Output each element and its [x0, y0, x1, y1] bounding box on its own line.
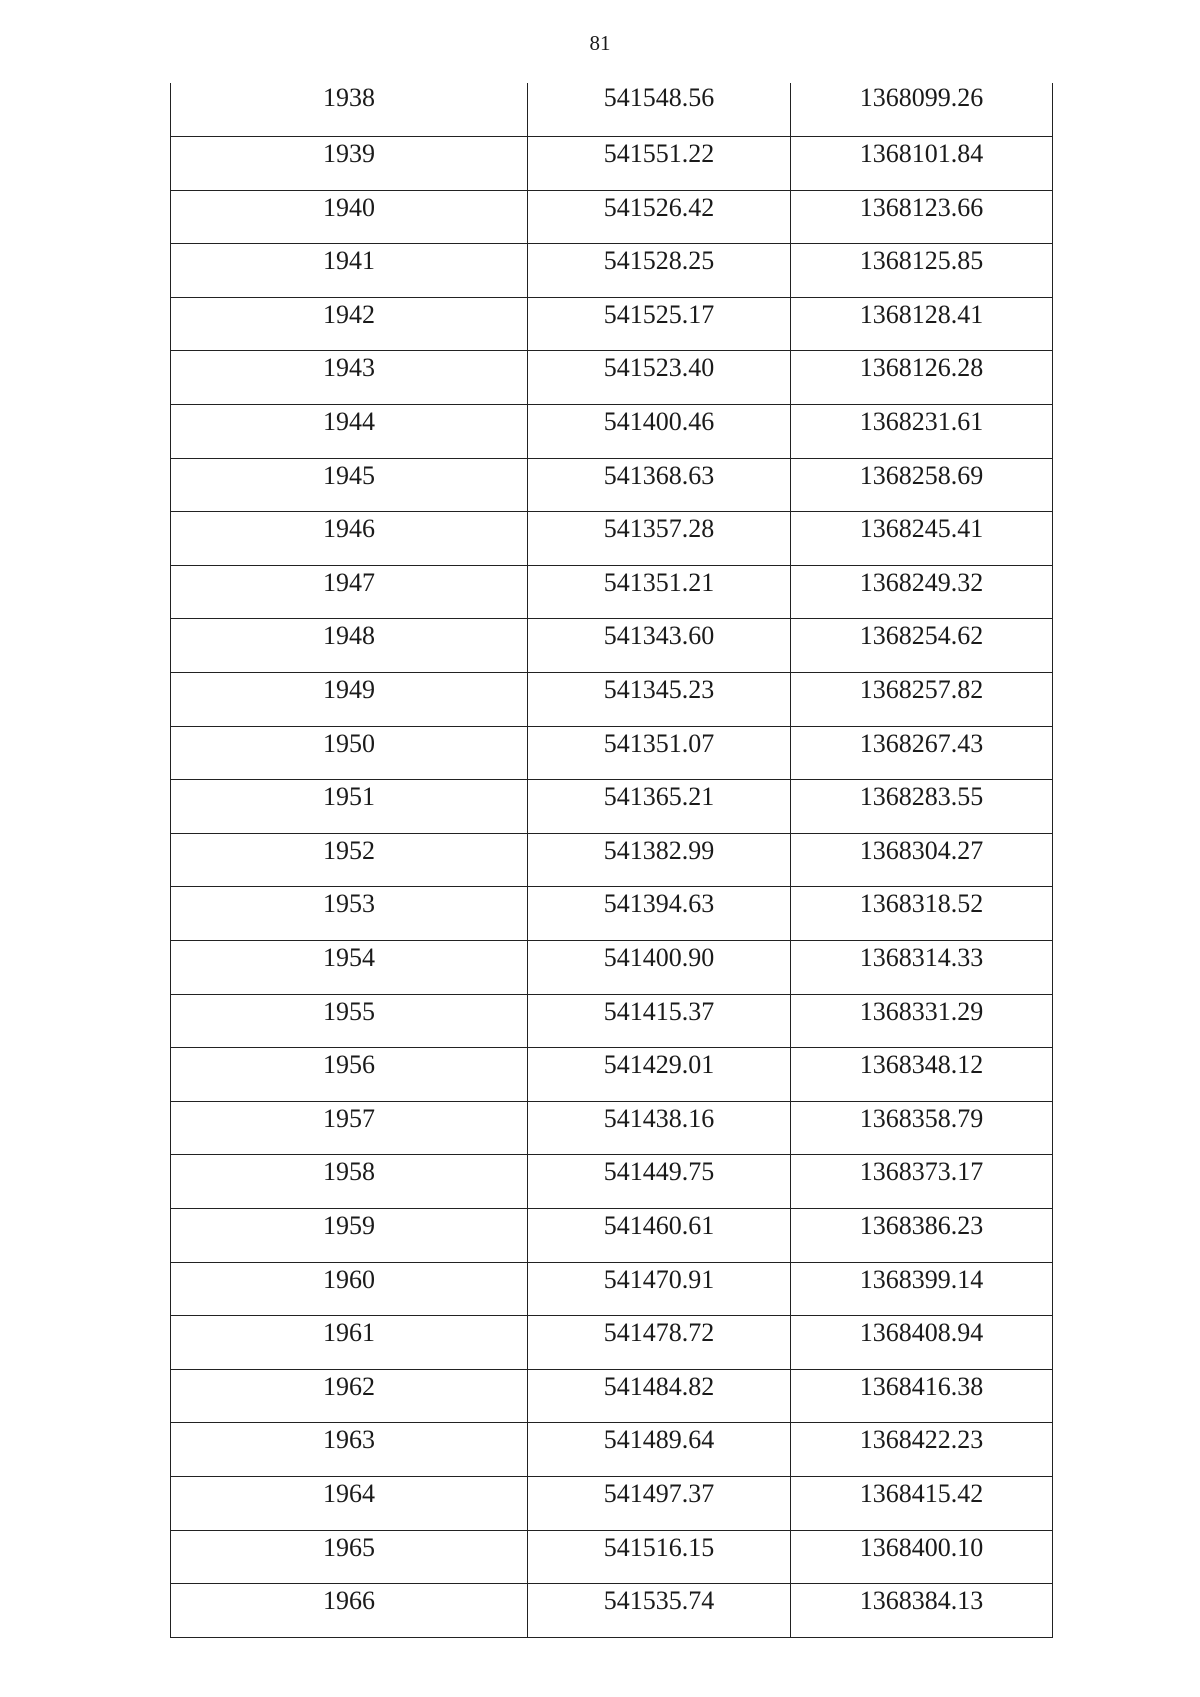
table-row — [171, 833, 1053, 887]
y-coordinate-cell: 1368318.52 — [791, 887, 1053, 941]
y-coordinate-cell: 1368258.69 — [791, 458, 1053, 512]
y-coordinate-cell: 1368314.33 — [791, 941, 1053, 995]
x-coordinate-cell: 541516.15 — [528, 1530, 791, 1584]
y-coordinate-cell: 1368245.41 — [791, 512, 1053, 566]
table-row — [171, 1101, 1053, 1155]
point-number-cell: 1966 — [171, 1584, 528, 1638]
x-coordinate-cell: 541351.21 — [528, 565, 791, 619]
table-row — [171, 619, 1053, 673]
table-row — [171, 1262, 1053, 1316]
y-coordinate-cell: 1368373.17 — [791, 1155, 1053, 1209]
x-coordinate-cell: 541449.75 — [528, 1155, 791, 1209]
point-number-cell: 1962 — [171, 1369, 528, 1423]
point-number-cell: 1950 — [171, 726, 528, 780]
table-row — [171, 244, 1053, 298]
point-number-cell: 1949 — [171, 673, 528, 727]
point-number-cell: 1963 — [171, 1423, 528, 1477]
table-row — [171, 297, 1053, 351]
x-coordinate-cell: 541497.37 — [528, 1476, 791, 1530]
table-row — [171, 941, 1053, 995]
point-number-cell: 1943 — [171, 351, 528, 405]
x-coordinate-cell: 541394.63 — [528, 887, 791, 941]
table-row — [171, 1530, 1053, 1584]
x-coordinate-cell: 541478.72 — [528, 1316, 791, 1370]
point-number-cell: 1946 — [171, 512, 528, 566]
y-coordinate-cell: 1368416.38 — [791, 1369, 1053, 1423]
point-number-cell: 1948 — [171, 619, 528, 673]
point-number-cell: 1941 — [171, 244, 528, 298]
table-row — [171, 1155, 1053, 1209]
point-number-cell: 1958 — [171, 1155, 528, 1209]
y-coordinate-cell: 1368358.79 — [791, 1101, 1053, 1155]
x-coordinate-cell: 541528.25 — [528, 244, 791, 298]
x-coordinate-cell: 541400.46 — [528, 405, 791, 459]
y-coordinate-cell: 1368283.55 — [791, 780, 1053, 834]
point-number-cell: 1952 — [171, 833, 528, 887]
y-coordinate-cell: 1368267.43 — [791, 726, 1053, 780]
x-coordinate-cell: 541365.21 — [528, 780, 791, 834]
coordinates-table — [170, 83, 1053, 1638]
y-coordinate-cell: 1368257.82 — [791, 673, 1053, 727]
table-row — [171, 780, 1053, 834]
x-coordinate-cell: 541415.37 — [528, 994, 791, 1048]
point-number-cell: 1940 — [171, 190, 528, 244]
y-coordinate-cell: 1368254.62 — [791, 619, 1053, 673]
point-number-cell: 1960 — [171, 1262, 528, 1316]
table-row — [171, 83, 1053, 137]
point-number-cell: 1939 — [171, 137, 528, 191]
table-row — [171, 137, 1053, 191]
point-number-cell: 1956 — [171, 1048, 528, 1102]
point-number-cell: 1947 — [171, 565, 528, 619]
table-row — [171, 405, 1053, 459]
x-coordinate-cell: 541400.90 — [528, 941, 791, 995]
table-row — [171, 1316, 1053, 1370]
x-coordinate-cell: 541343.60 — [528, 619, 791, 673]
table-row — [171, 1584, 1053, 1638]
point-number-cell: 1965 — [171, 1530, 528, 1584]
y-coordinate-cell: 1368384.13 — [791, 1584, 1053, 1638]
x-coordinate-cell: 541382.99 — [528, 833, 791, 887]
point-number-cell: 1964 — [171, 1476, 528, 1530]
y-coordinate-cell: 1368249.32 — [791, 565, 1053, 619]
point-number-cell: 1961 — [171, 1316, 528, 1370]
x-coordinate-cell: 541526.42 — [528, 190, 791, 244]
y-coordinate-cell: 1368386.23 — [791, 1208, 1053, 1262]
x-coordinate-cell: 541345.23 — [528, 673, 791, 727]
y-coordinate-cell: 1368408.94 — [791, 1316, 1053, 1370]
table-row — [171, 190, 1053, 244]
x-coordinate-cell: 541438.16 — [528, 1101, 791, 1155]
x-coordinate-cell: 541489.64 — [528, 1423, 791, 1477]
x-coordinate-cell: 541523.40 — [528, 351, 791, 405]
table-row — [171, 1476, 1053, 1530]
x-coordinate-cell: 541525.17 — [528, 297, 791, 351]
x-coordinate-cell: 541351.07 — [528, 726, 791, 780]
y-coordinate-cell: 1368348.12 — [791, 1048, 1053, 1102]
point-number-cell: 1957 — [171, 1101, 528, 1155]
table-row — [171, 1423, 1053, 1477]
x-coordinate-cell: 541470.91 — [528, 1262, 791, 1316]
table-row — [171, 458, 1053, 512]
table-row — [171, 565, 1053, 619]
table-row — [171, 351, 1053, 405]
point-number-cell: 1959 — [171, 1208, 528, 1262]
x-coordinate-cell: 541551.22 — [528, 137, 791, 191]
table-row — [171, 994, 1053, 1048]
y-coordinate-cell: 1368099.26 — [791, 83, 1053, 137]
x-coordinate-cell: 541535.74 — [528, 1584, 791, 1638]
point-number-cell: 1955 — [171, 994, 528, 1048]
point-number-cell: 1954 — [171, 941, 528, 995]
x-coordinate-cell: 541368.63 — [528, 458, 791, 512]
table-row — [171, 887, 1053, 941]
y-coordinate-cell: 1368101.84 — [791, 137, 1053, 191]
point-number-cell: 1944 — [171, 405, 528, 459]
point-number-cell: 1945 — [171, 458, 528, 512]
table-row — [171, 1208, 1053, 1262]
y-coordinate-cell: 1368128.41 — [791, 297, 1053, 351]
table-row — [171, 673, 1053, 727]
x-coordinate-cell: 541357.28 — [528, 512, 791, 566]
x-coordinate-cell: 541460.61 — [528, 1208, 791, 1262]
point-number-cell: 1938 — [171, 83, 528, 137]
table-row — [171, 512, 1053, 566]
table-body — [171, 83, 1053, 1637]
x-coordinate-cell: 541429.01 — [528, 1048, 791, 1102]
y-coordinate-cell: 1368399.14 — [791, 1262, 1053, 1316]
y-coordinate-cell: 1368126.28 — [791, 351, 1053, 405]
x-coordinate-cell: 541484.82 — [528, 1369, 791, 1423]
page-number: 81 — [589, 31, 611, 55]
point-number-cell: 1951 — [171, 780, 528, 834]
y-coordinate-cell: 1368400.10 — [791, 1530, 1053, 1584]
y-coordinate-cell: 1368231.61 — [791, 405, 1053, 459]
x-coordinate-cell: 541548.56 — [528, 83, 791, 137]
table-row — [171, 726, 1053, 780]
table-row — [171, 1048, 1053, 1102]
y-coordinate-cell: 1368415.42 — [791, 1476, 1053, 1530]
point-number-cell: 1942 — [171, 297, 528, 351]
y-coordinate-cell: 1368331.29 — [791, 994, 1053, 1048]
y-coordinate-cell: 1368125.85 — [791, 244, 1053, 298]
y-coordinate-cell: 1368123.66 — [791, 190, 1053, 244]
y-coordinate-cell: 1368304.27 — [791, 833, 1053, 887]
y-coordinate-cell: 1368422.23 — [791, 1423, 1053, 1477]
table-row — [171, 1369, 1053, 1423]
point-number-cell: 1953 — [171, 887, 528, 941]
